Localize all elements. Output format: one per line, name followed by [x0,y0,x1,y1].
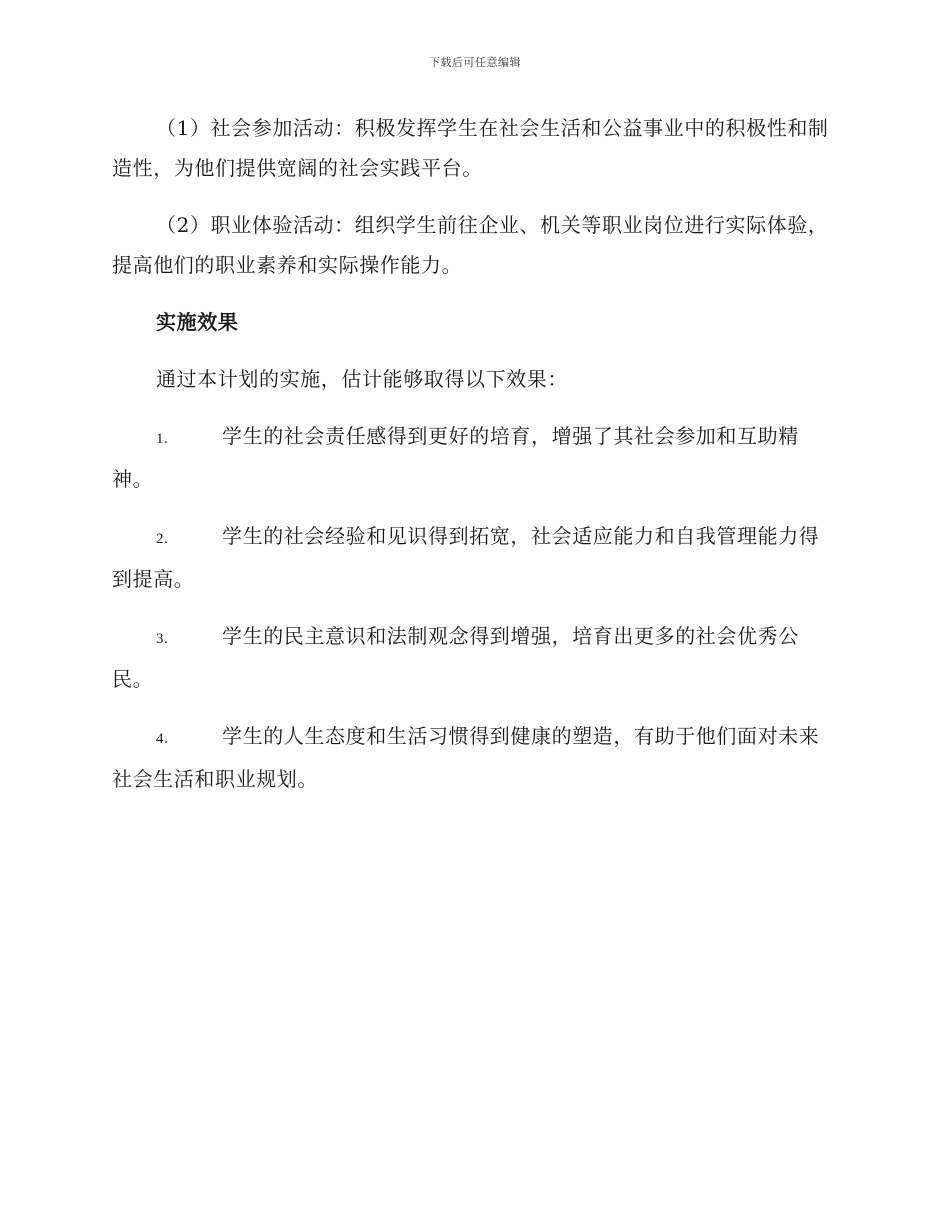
section-intro: 通过本计划的实施，估计能够取得以下效果： [156,367,568,391]
page-header: 下载后可任意编辑 [429,56,521,69]
document-body [112,108,832,816]
list-item [112,416,832,499]
list-number: 2. [156,531,169,547]
paragraph-social-participation: （1）社会参加活动：积极发挥学生在社会生活和公益事业中的积极性和制造性，为他们提供宽阔的社会实践平台。 [112,116,829,180]
section-heading: 实施效果 [156,310,239,334]
list-item [112,616,832,699]
list-text: 学生的社会责任感得到更好的培育，增强了其社会参加和互助精神。 [112,424,799,491]
list-text: 学生的人生态度和生活习惯得到健康的塑造，有助于他们面对未来社会生活和职业规划。 [112,724,820,791]
paragraph-career-experience: （2）职业体验活动：组织学生前往企业、机关等职业岗位进行实际体验，提高他们的职业素养和实际操作能力。 [112,213,829,277]
list-text: 学生的社会经验和见识得到拓宽，社会适应能力和自我管理能力得到提高。 [112,524,820,591]
list-item [112,516,832,599]
list-number: 3. [156,631,169,647]
list-item [112,716,832,799]
list-number: 1. [156,431,169,447]
list-number: 4. [156,731,169,747]
list-text: 学生的民主意识和法制观念得到增强，培育出更多的社会优秀公民。 [112,624,799,691]
